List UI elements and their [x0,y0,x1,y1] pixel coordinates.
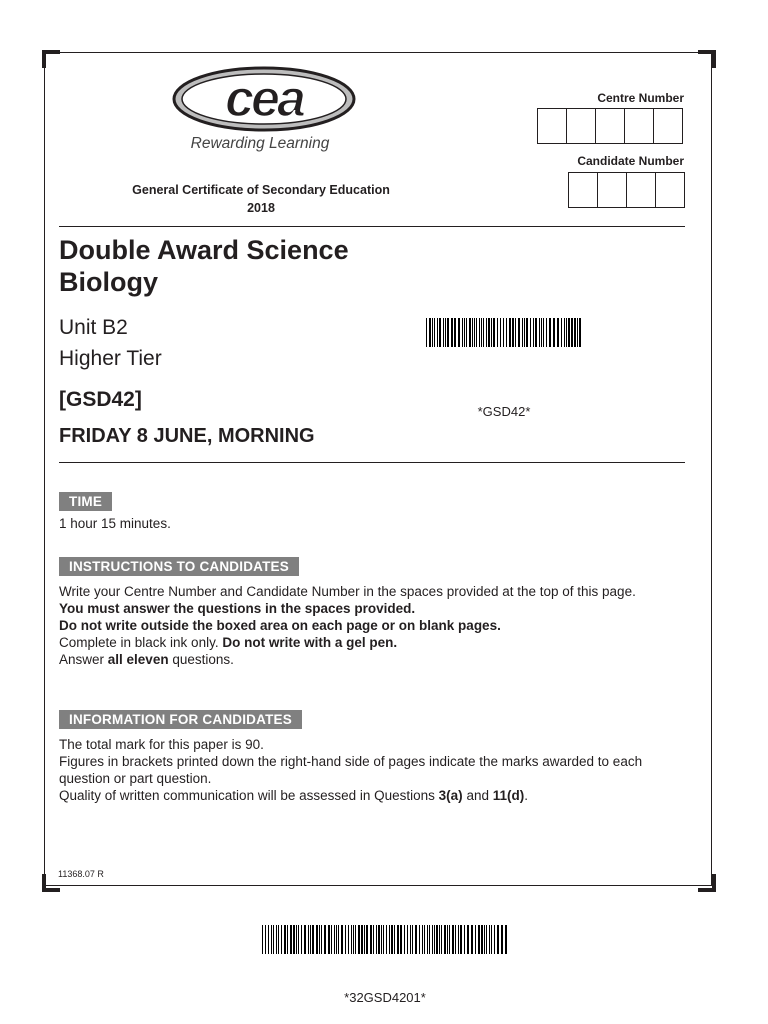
centre-number-label: Centre Number [597,91,684,105]
barcode-bar [515,318,516,347]
barcode-bar [557,318,559,347]
barcode-bar [383,925,384,954]
exam-title-line2: Biology [59,267,158,297]
barcode-bar [474,318,475,347]
barcode-bar [424,925,425,954]
barcode-bar [334,925,335,954]
barcode-bar [530,318,531,347]
qualification-name: General Certificate of Secondary Education [132,183,390,197]
instruction-line: Write your Centre Number and Candidate Number in the spaces provided at the top of this page. [59,584,636,599]
barcode-bar [293,925,295,954]
information-emphasis: 3(a) [438,788,463,803]
information-line: The total mark for this paper is 90. [59,737,264,752]
paper-barcode [426,318,582,347]
barcode-bar [321,925,322,954]
exam-unit: Unit B2 [59,316,128,339]
corner-mark [698,50,716,68]
barcode-bar [419,925,420,954]
instruction-text: questions. [168,652,234,667]
barcode-bar [522,318,523,347]
paper-barcode-text: *GSD42* [477,404,531,419]
instructions-heading: INSTRUCTIONS TO CANDIDATES [59,557,299,576]
instruction-text: Complete in black ink only. [59,635,223,650]
barcode-bar [389,925,390,954]
barcode-bar [312,925,314,954]
information-line: Figures in brackets printed down the right-hand side of pages indicate the marks awarded to each question or part question. [59,754,643,786]
barcode-bar [284,925,286,954]
time-text: 1 hour 15 minutes. [59,516,171,531]
barcode-bar [432,318,433,347]
barcode-bar [574,318,576,347]
barcode-bar [366,925,368,954]
barcode-bar [458,318,460,347]
barcode-bar [427,925,428,954]
barcode-bar [407,925,408,954]
barcode-bar [481,925,483,954]
barcode-bar [524,318,525,347]
barcode-bar [376,925,377,954]
barcode-bar [497,925,499,954]
barcode-bar [512,318,514,347]
barcode-bar [304,925,306,954]
centre-number-digit[interactable] [596,109,625,143]
barcode-bar [361,925,363,954]
candidate-number-digit[interactable] [627,173,656,207]
barcode-bar [436,925,438,954]
barcode-bar [486,318,487,347]
barcode-bar [298,925,299,954]
barcode-bar [353,925,354,954]
barcode-bar [543,318,544,347]
barcode-bar [526,318,528,347]
barcode-bar [460,925,462,954]
barcode-bar [494,925,495,954]
barcode-bar [500,318,501,347]
barcode-bar [386,925,387,954]
centre-number-digit[interactable] [654,109,682,143]
candidate-number-digit[interactable] [656,173,684,207]
barcode-bar [466,318,467,347]
barcode-bar [469,318,471,347]
barcode-bar [518,318,520,347]
barcode-bar [462,318,463,347]
barcode-bar [553,318,555,347]
barcode-bar [577,318,578,347]
barcode-bar [471,925,473,954]
barcode-bar [535,318,537,347]
paper-code: [GSD42] [59,388,142,411]
barcode-bar [336,925,337,954]
barcode-bar [308,925,309,954]
barcode-bar [579,318,581,347]
barcode-bar [571,318,573,347]
barcode-bar [447,925,448,954]
barcode-bar [310,925,311,954]
barcode-bar [488,318,490,347]
barcode-bar [443,318,444,347]
centre-number-digit[interactable] [567,109,596,143]
barcode-bar [287,925,288,954]
barcode-bar [355,925,356,954]
barcode-bar [546,318,547,347]
barcode-bar [268,925,269,954]
instruction-line [59,634,685,651]
candidate-number-label: Candidate Number [577,154,684,168]
barcode-bar [472,318,473,347]
barcode-bar [539,318,540,347]
corner-mark [42,50,60,68]
logo-text: cea [225,70,303,128]
instruction-line [59,651,685,668]
barcode-bar [483,318,484,347]
barcode-bar [481,318,482,347]
information-text-part: Quality of written communication will be assessed in Questions [59,788,439,803]
barcode-bar [364,925,365,954]
barcode-bar [467,925,469,954]
barcode-bar [345,925,346,954]
barcode-bar [444,925,446,954]
barcode-bar [497,318,498,347]
divider [59,462,685,463]
instruction-text: Answer [59,652,108,667]
barcode-bar [564,318,565,347]
barcode-bar [319,925,320,954]
barcode-bar [478,925,480,954]
time-heading: TIME [59,492,112,511]
barcode-bar [475,925,476,954]
barcode-bar [394,925,395,954]
barcode-bar [491,318,492,347]
barcode-bar [434,318,435,347]
instruction-emphasis: all eleven [107,652,169,667]
barcode-bar [358,925,360,954]
exam-year: 2018 [247,201,275,215]
exam-date: FRIDAY 8 JUNE, MORNING [59,425,315,447]
barcode-bar [415,925,417,954]
barcode-bar [410,925,411,954]
barcode-bar [454,318,456,347]
barcode-bar [429,925,430,954]
barcode-bar [441,925,442,954]
barcode-bar [561,318,562,347]
barcode-bar [273,925,274,954]
barcode-bar [451,318,453,347]
divider [59,226,685,227]
barcode-bar [464,925,465,954]
barcode-bar [486,925,487,954]
barcode-bar [370,925,372,954]
barcode-bar [491,925,492,954]
barcode-bar [404,925,405,954]
barcode-bar [458,925,459,954]
barcode-bar [439,318,441,347]
barcode-bar [271,925,272,954]
barcode-bar [455,925,456,954]
exam-title-line1: Double Award Science [59,235,349,265]
qualification-block [96,181,426,217]
logo-tagline: Rewarding Learning [190,135,330,152]
instruction-line: Do not write outside the boxed area on each page or on blank pages. [59,618,501,633]
barcode-bar [484,925,485,954]
exam-tier: Higher Tier [59,347,162,370]
barcode-bar [281,925,282,954]
candidate-number-field[interactable] [568,172,685,208]
instruction-line: You must answer the questions in the spaces provided. [59,601,416,616]
barcode-bar [439,925,440,954]
barcode-bar [341,925,343,954]
barcode-bar [328,925,330,954]
barcode-bar [265,925,266,954]
barcode-bar [434,925,435,954]
information-text-part: . [524,788,528,803]
barcode-bar [541,318,542,347]
barcode-bar [381,925,382,954]
candidate-number-digit[interactable] [598,173,627,207]
barcode-bar [262,925,263,954]
cea-logo [172,66,356,132]
barcode-bar [426,318,427,347]
information-text-part: and [462,788,493,803]
barcode-bar [301,925,302,954]
information-line [59,787,685,804]
barcode-bar [449,925,450,954]
barcode-bar [568,318,570,347]
barcode-bar [505,925,507,954]
barcode-bar [348,925,349,954]
barcode-bar [566,318,567,347]
barcode-bar [422,925,423,954]
exam-title [59,234,349,298]
instruction-emphasis: Do not write with a gel pen. [222,635,398,650]
barcode-bar [429,318,431,347]
information-heading: INFORMATION FOR CANDIDATES [59,710,302,729]
barcode-bar [412,925,413,954]
barcode-bar [338,925,339,954]
barcode-bar [276,925,277,954]
reference-code: 11368.07 R [58,869,104,879]
barcode-bar [489,925,490,954]
information-emphasis: 11(d) [492,788,525,803]
barcode-bar [351,925,352,954]
centre-number-digit[interactable] [538,109,567,143]
barcode-bar [493,318,495,347]
barcode-bar [400,925,402,954]
barcode-bar [278,925,279,954]
footer-barcode [262,925,508,954]
barcode-bar [533,318,534,347]
barcode-bar [432,925,433,954]
barcode-bar [479,318,480,347]
barcode-bar [391,925,393,954]
barcode-bar [437,318,438,347]
barcode-bar [476,318,477,347]
barcode-bar [290,925,292,954]
barcode-bar [316,925,318,954]
barcode-bar [506,318,507,347]
barcode-bar [447,318,449,347]
candidate-number-digit[interactable] [569,173,598,207]
barcode-bar [452,925,454,954]
barcode-bar [331,925,332,954]
barcode-bar [445,318,446,347]
barcode-bar [324,925,326,954]
instructions-text [59,583,685,668]
barcode-bar [503,318,504,347]
corner-mark [698,874,716,892]
information-text [59,736,685,804]
barcode-bar [509,318,511,347]
footer-barcode-text: *32GSD4201* [344,990,426,1005]
barcode-bar [501,925,503,954]
barcode-bar [549,318,551,347]
centre-number-field[interactable] [537,108,683,144]
barcode-bar [464,318,465,347]
barcode-bar [378,925,380,954]
barcode-bar [373,925,374,954]
barcode-bar [397,925,399,954]
centre-number-digit[interactable] [625,109,654,143]
barcode-bar [296,925,297,954]
